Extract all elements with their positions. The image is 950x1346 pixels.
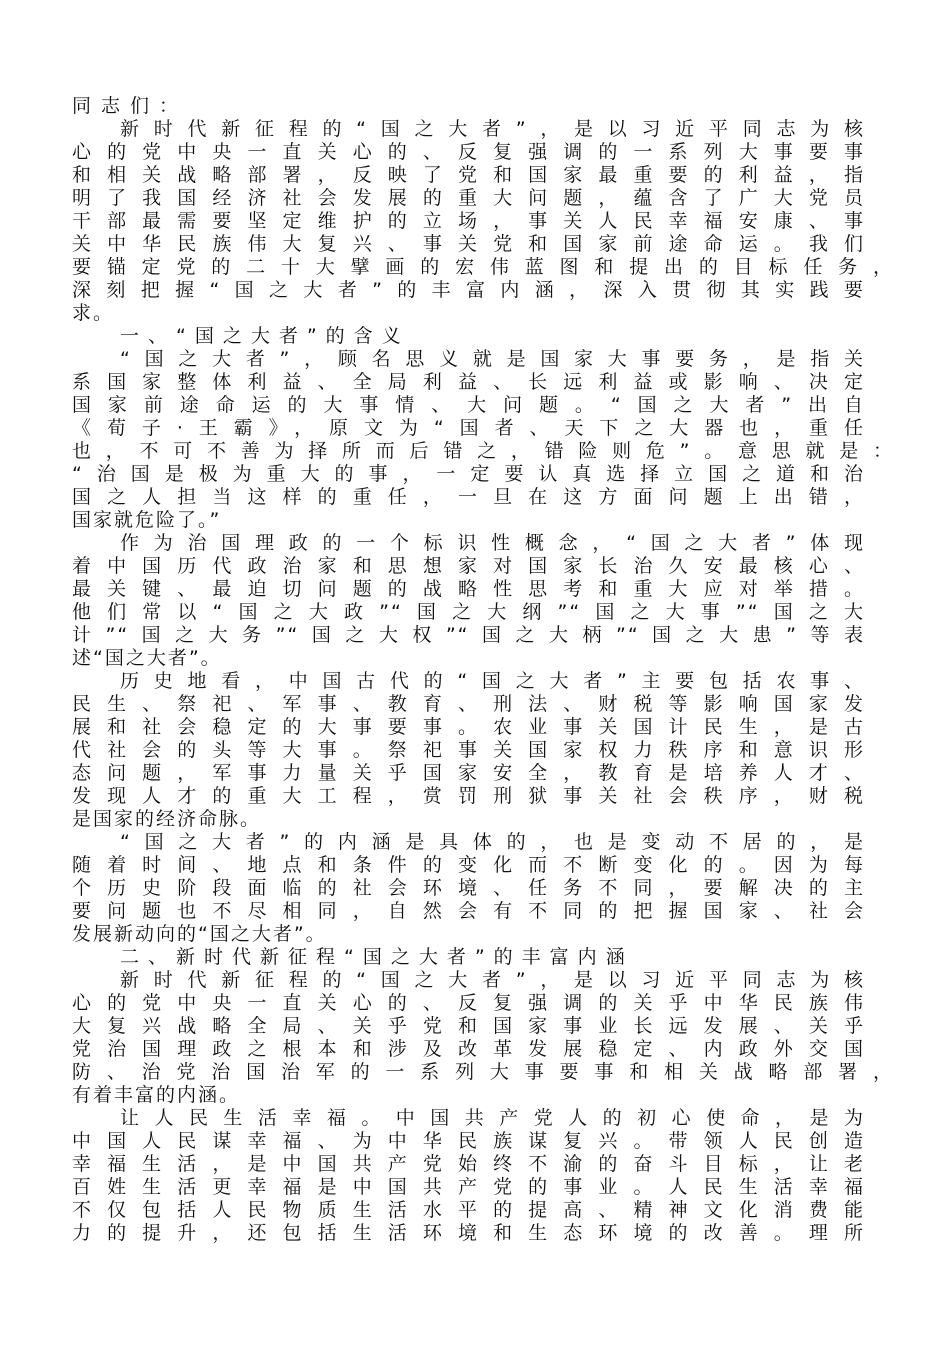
text-line: 心的党中央一直关心的、反复强调的一系列大事要事 xyxy=(72,141,865,163)
text-line: 防、治党治国治军的一系列大事要事和相关战略部署， xyxy=(72,1061,894,1083)
text-line: 国之人担当这样的重任，一旦在这方面问题上出错， xyxy=(72,486,865,508)
text-line: 干部最需要坚定维护的立场，事关人民幸福安康、事 xyxy=(72,210,865,232)
text-line: 系国家整体利益、全局利益、长远利益或影响、决定 xyxy=(72,371,865,393)
text-line: 心的党中央一直关心的、反复强调的关乎中华民族伟 xyxy=(72,992,865,1014)
text-line: 中国人民谋幸福、为中华民族谋复兴。带领人民创造 xyxy=(72,1130,865,1152)
text-line: 求。 xyxy=(72,302,115,324)
text-line: 述“国之大者”。 xyxy=(72,647,222,669)
text-line: 国家就危险了。” xyxy=(72,509,222,531)
text-line: 新时代新征程的“国之大者”，是以习近平同志为核 xyxy=(120,118,865,140)
section-heading-1: 一、“国之大者”的含义 xyxy=(120,325,410,347)
text-line: 个历史阶段面临的社会环境、任务不同，要解决的主 xyxy=(72,877,865,899)
text-line: 着中国历代政治家和思想家对国家长治久安最核心、 xyxy=(72,555,865,577)
text-line: 随着时间、地点和条件的变化而不断变化的。因为每 xyxy=(72,854,865,876)
text-line: 国家前途命运的大事情、大问题。“国之大者”出自 xyxy=(72,394,865,416)
text-line: 不仅包括人民物质生活水平的提高、精神文化消费能 xyxy=(72,1199,865,1221)
text-line: “国之大者”的内涵是具体的，也是变动不居的，是 xyxy=(120,831,865,853)
text-line: 要锚定党的二十大擘画的宏伟蓝图和提出的目标任务， xyxy=(72,256,894,278)
text-line: “国之大者”，顾名思义就是国家大事要务，是指关 xyxy=(120,348,865,370)
text-line: 让人民生活幸福。中国共产党人的初心使命，是为 xyxy=(120,1107,865,1129)
text-line: 关中华民族伟大复兴、事关党和国家前途命运。我们 xyxy=(72,233,865,255)
text-line: 大复兴战略全局、关乎党和国家事业长远发展、关乎 xyxy=(72,1015,865,1037)
text-line: 深刻把握“国之大者”的丰富内涵，深入贯彻其实践要 xyxy=(72,279,865,301)
text-line: 《荀子·王霸》，原文为“国者、天下之大器也，重任 xyxy=(72,417,865,439)
text-line: 态问题，军事力量关乎国家安全，教育是培养人才、 xyxy=(72,762,865,784)
text-line: 明了我国经济社会发展的重大问题，蕴含了广大党员 xyxy=(72,187,865,209)
text-line: 和相关战略部署，反映了党和国家最重要的利益，指 xyxy=(72,164,865,186)
text-line: “治国是极为重大的事，一定要认真选择立国之道和治 xyxy=(72,463,865,485)
text-line: 要问题也不尽相同，自然会有不同的把握国家、社会 xyxy=(72,900,865,922)
text-line: 幸福生活，是中国共产党始终不渝的奋斗目标，让老 xyxy=(72,1153,865,1175)
text-line: 发展新动向的“国之大者”。 xyxy=(72,923,327,945)
text-line: 代社会的头等大事。祭祀事关国家权力秩序和意识形 xyxy=(72,739,865,761)
text-line: 作为治国理政的一个标识性概念，“国之大者”体现 xyxy=(120,532,865,554)
text-line: 党治国理政之根本和涉及改革发展稳定、内政外交国 xyxy=(72,1038,865,1060)
text-line: 计”“国之大务”“国之大权”“国之大柄”“国之大患”等表 xyxy=(72,624,865,646)
text-line: 发现人才的重大工程，赏罚刑狱事关社会秩序，财税 xyxy=(72,785,865,807)
text-line: 也，不可不善为择所而后错之，错险则危”。意思就是： xyxy=(72,440,894,462)
salutation: 同志们： xyxy=(72,95,189,117)
text-line: 他们常以“国之大政”“国之大纲”“国之大事”“国之大 xyxy=(72,601,865,623)
text-line: 展和社会稳定的大事要事。农业事关国计民生，是古 xyxy=(72,716,865,738)
text-line: 力的提升，还包括生活环境和生态环境的改善。理所 xyxy=(72,1222,865,1244)
text-line: 有着丰富的内涵。 xyxy=(72,1084,241,1106)
text-line: 百姓生活更幸福是中国共产党的事业。人民生活幸福 xyxy=(72,1176,865,1198)
section-heading-2: 二、新时代新征程“国之大者”的丰富内涵 xyxy=(120,946,634,968)
text-line: 是国家的经济命脉。 xyxy=(72,808,262,830)
text-line: 历史地看，中国古代的“国之大者”主要包括农事、 xyxy=(120,670,865,692)
text-line: 最关键、最迫切问题的战略性思考和重大应对举措。 xyxy=(72,578,865,600)
text-line: 新时代新征程的“国之大者”，是以习近平同志为核 xyxy=(120,969,865,991)
text-line: 民生、祭祀、军事、教育、刑法、财税等影响国家发 xyxy=(72,693,865,715)
